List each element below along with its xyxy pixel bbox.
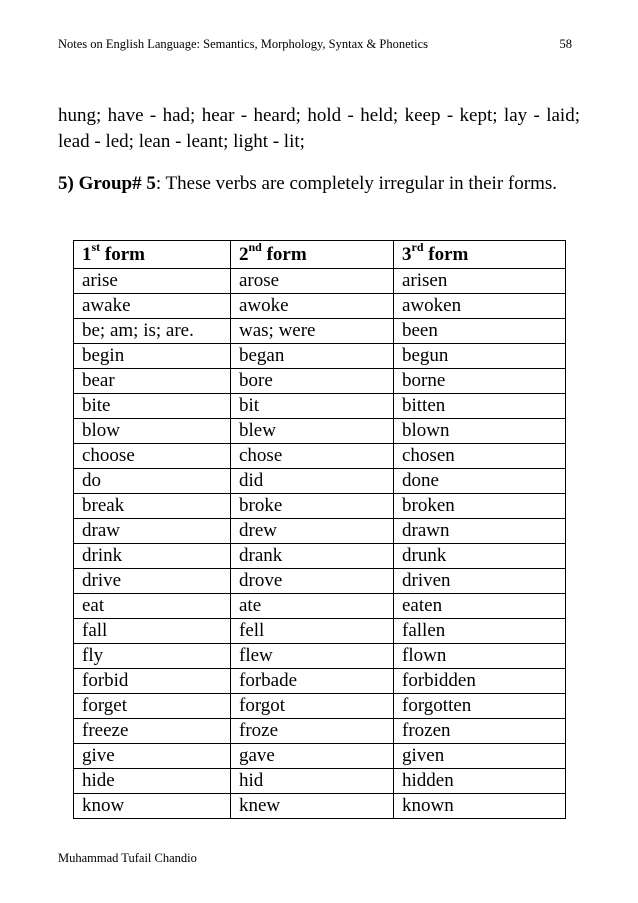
- table-row: [74, 469, 566, 494]
- irregular-verbs-table: [73, 240, 566, 819]
- first-form-cell: forget: [74, 694, 231, 719]
- second-form-cell: drew: [231, 519, 394, 544]
- table-row: [74, 494, 566, 519]
- third-form-cell: known: [394, 794, 566, 819]
- third-form-cell: borne: [394, 369, 566, 394]
- second-form-cell: forbade: [231, 669, 394, 694]
- table-row: [74, 744, 566, 769]
- third-form-cell: bitten: [394, 394, 566, 419]
- third-form-cell: forbidden: [394, 669, 566, 694]
- third-form-cell: given: [394, 744, 566, 769]
- table-row: [74, 519, 566, 544]
- table-row: [74, 644, 566, 669]
- second-form-cell: drove: [231, 569, 394, 594]
- table-row: [74, 769, 566, 794]
- table-row: [74, 369, 566, 394]
- table-row: [74, 444, 566, 469]
- second-form-cell: drank: [231, 544, 394, 569]
- table-row: [74, 294, 566, 319]
- first-form-cell: bite: [74, 394, 231, 419]
- third-form-cell: blown: [394, 419, 566, 444]
- table-row: [74, 669, 566, 694]
- third-form-cell: driven: [394, 569, 566, 594]
- header-first-form: 1st form: [74, 241, 231, 269]
- first-form-cell: fly: [74, 644, 231, 669]
- third-form-cell: chosen: [394, 444, 566, 469]
- first-form-cell: eat: [74, 594, 231, 619]
- second-form-cell: fell: [231, 619, 394, 644]
- second-form-cell: was; were: [231, 319, 394, 344]
- first-form-cell: fall: [74, 619, 231, 644]
- first-form-cell: be; am; is; are.: [74, 319, 231, 344]
- third-form-cell: frozen: [394, 719, 566, 744]
- page-number: 58: [559, 37, 572, 51]
- second-form-cell: broke: [231, 494, 394, 519]
- third-form-cell: done: [394, 469, 566, 494]
- first-form-cell: arise: [74, 269, 231, 294]
- second-form-cell: arose: [231, 269, 394, 294]
- table-row: [74, 344, 566, 369]
- second-form-cell: forgot: [231, 694, 394, 719]
- second-form-cell: froze: [231, 719, 394, 744]
- first-form-cell: drink: [74, 544, 231, 569]
- second-form-cell: ate: [231, 594, 394, 619]
- second-form-cell: blew: [231, 419, 394, 444]
- first-form-cell: draw: [74, 519, 231, 544]
- second-form-cell: flew: [231, 644, 394, 669]
- table-row: [74, 594, 566, 619]
- third-form-cell: begun: [394, 344, 566, 369]
- first-form-cell: hide: [74, 769, 231, 794]
- first-form-cell: choose: [74, 444, 231, 469]
- first-form-cell: give: [74, 744, 231, 769]
- third-form-cell: broken: [394, 494, 566, 519]
- table-row: [74, 269, 566, 294]
- first-form-cell: freeze: [74, 719, 231, 744]
- second-form-cell: awoke: [231, 294, 394, 319]
- third-form-cell: hidden: [394, 769, 566, 794]
- first-form-cell: drive: [74, 569, 231, 594]
- table-row: [74, 544, 566, 569]
- table-row: [74, 619, 566, 644]
- second-form-cell: gave: [231, 744, 394, 769]
- second-form-cell: hid: [231, 769, 394, 794]
- second-form-cell: knew: [231, 794, 394, 819]
- table-row: [74, 794, 566, 819]
- third-form-cell: drunk: [394, 544, 566, 569]
- verb-list-paragraph: hung; have - had; hear - heard; hold - held; keep - kept; lay - laid; lead - led; lean - leant; light - lit;: [58, 105, 580, 152]
- table-row: [74, 419, 566, 444]
- third-form-cell: arisen: [394, 269, 566, 294]
- first-form-cell: do: [74, 469, 231, 494]
- third-form-cell: forgotten: [394, 694, 566, 719]
- table-row: [74, 394, 566, 419]
- first-form-cell: know: [74, 794, 231, 819]
- table-row: [74, 569, 566, 594]
- second-form-cell: bore: [231, 369, 394, 394]
- header-second-form: 2nd form: [231, 241, 394, 269]
- group-description: : These verbs are completely irregular in their forms.: [155, 173, 557, 194]
- third-form-cell: eaten: [394, 594, 566, 619]
- second-form-cell: bit: [231, 394, 394, 419]
- first-form-cell: awake: [74, 294, 231, 319]
- header-third-form: 3rd form: [394, 241, 566, 269]
- page-header: [58, 37, 580, 52]
- third-form-cell: awoken: [394, 294, 566, 319]
- group-label: 5) Group# 5: [58, 173, 156, 194]
- third-form-cell: fallen: [394, 619, 566, 644]
- second-form-cell: began: [231, 344, 394, 369]
- group-5-paragraph: [58, 171, 580, 197]
- first-form-cell: bear: [74, 369, 231, 394]
- second-form-cell: did: [231, 469, 394, 494]
- first-form-cell: forbid: [74, 669, 231, 694]
- first-form-cell: blow: [74, 419, 231, 444]
- page-footer: Muhammad Tufail Chandio: [58, 851, 197, 865]
- table-header-row: [74, 241, 566, 269]
- third-form-cell: been: [394, 319, 566, 344]
- first-form-cell: break: [74, 494, 231, 519]
- third-form-cell: drawn: [394, 519, 566, 544]
- table-row: [74, 319, 566, 344]
- table-row: [74, 719, 566, 744]
- second-form-cell: chose: [231, 444, 394, 469]
- header-title: Notes on English Language: Semantics, Morphology, Syntax & Phonetics: [58, 37, 428, 51]
- third-form-cell: flown: [394, 644, 566, 669]
- first-form-cell: begin: [74, 344, 231, 369]
- table-row: [74, 694, 566, 719]
